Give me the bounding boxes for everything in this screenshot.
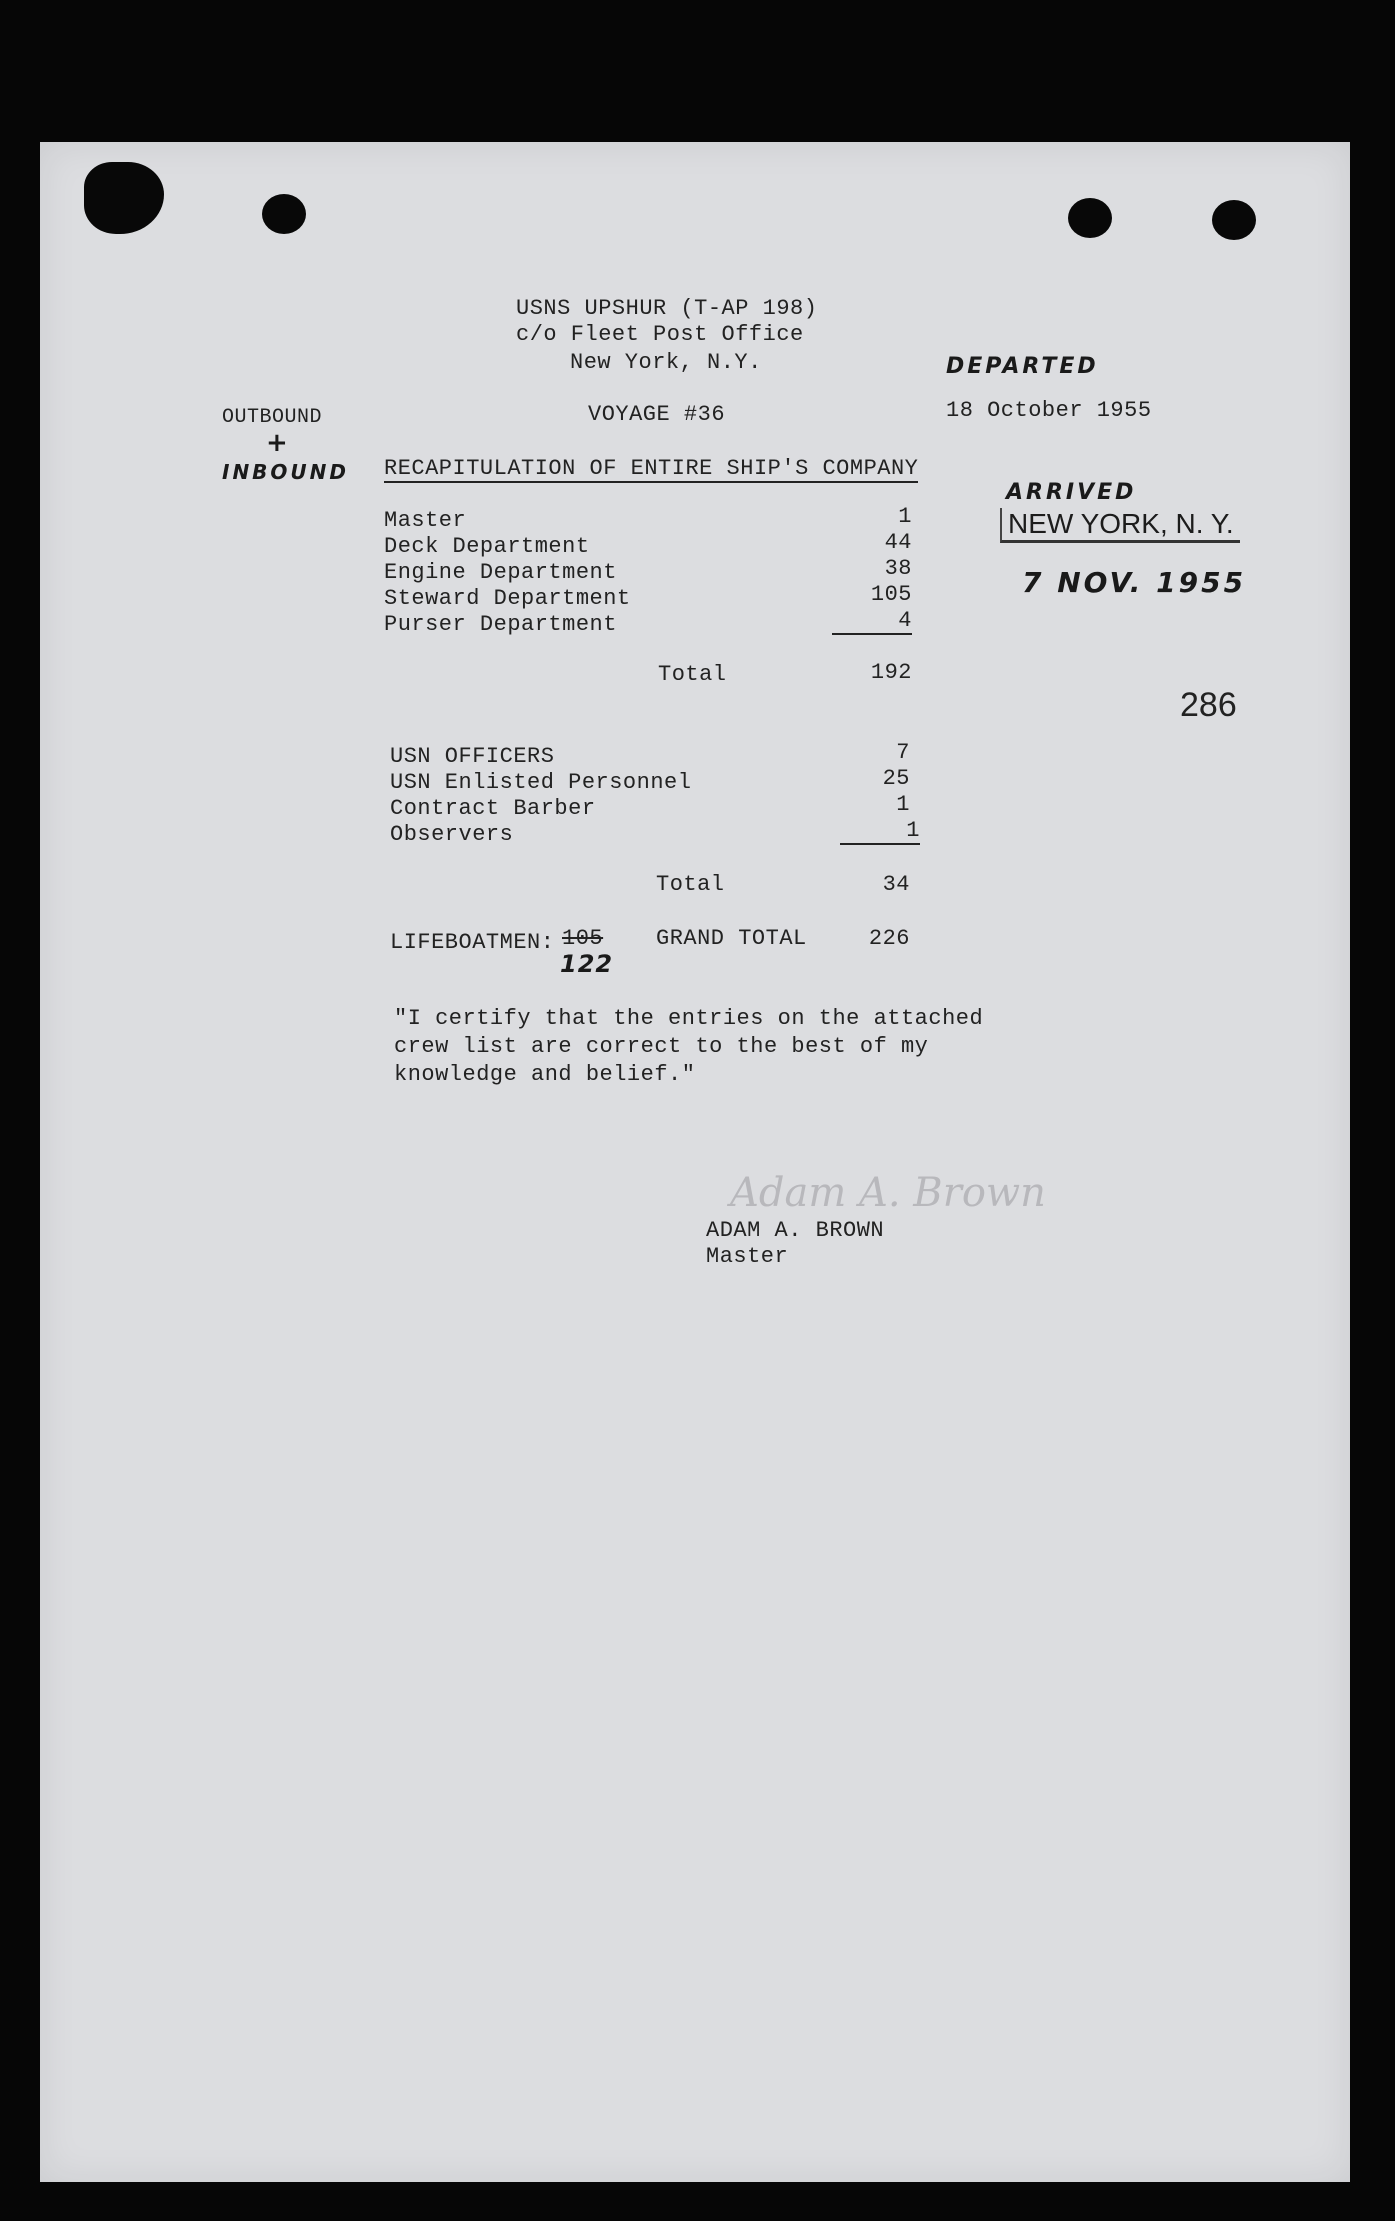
others-value-barber: 1 — [896, 792, 910, 817]
crew-value-engine: 38 — [884, 556, 912, 581]
recap-title: RECAPITULATION OF ENTIRE SHIP'S COMPANY — [384, 456, 919, 481]
others-total-value: 34 — [882, 872, 910, 897]
punch-hole-right-2 — [1212, 200, 1256, 240]
arrived-label: ARRIVED — [1006, 480, 1137, 505]
crew-value-deck: 44 — [884, 530, 912, 555]
signature-scrawl: Adam A. Brown — [730, 1170, 1046, 1216]
voyage-number: VOYAGE #36 — [588, 402, 726, 427]
lifeboatmen-struck-value: 105 — [562, 926, 604, 951]
address-line-2: New York, N.Y. — [570, 350, 762, 375]
direction-plus: + — [266, 428, 291, 458]
others-label-usn-officers: USN OFFICERS — [390, 744, 555, 769]
certification-line-1: "I certify that the entries on the attached — [394, 1006, 984, 1031]
direction-inbound: INBOUND — [222, 460, 350, 484]
signer-name: ADAM A. BROWN — [706, 1218, 885, 1243]
document-page — [40, 142, 1350, 2182]
crew-label-steward: Steward Department — [384, 586, 631, 611]
others-value-observers: 1 — [840, 818, 920, 845]
crew-label-engine: Engine Department — [384, 560, 617, 585]
ship-name: USNS UPSHUR (T-AP 198) — [516, 296, 818, 321]
others-value-usn-enlisted: 25 — [882, 766, 910, 791]
departed-date: 18 October 1955 — [946, 398, 1152, 423]
lifeboatmen-corrected-value: 122 — [560, 950, 614, 978]
crew-value-steward: 105 — [870, 582, 912, 607]
arrived-date: 7 NOV. 1955 — [1022, 566, 1247, 599]
address-line-1: c/o Fleet Post Office — [516, 322, 804, 347]
others-label-observers: Observers — [390, 822, 514, 847]
crew-total-label: Total — [658, 662, 727, 687]
punch-hole-right-1 — [1068, 198, 1112, 238]
arrived-stamp: NEW YORK, N. Y. — [1000, 508, 1240, 543]
crew-value-purser: 4 — [832, 608, 912, 635]
page-number: 286 — [1180, 686, 1237, 724]
signer-title: Master — [706, 1244, 789, 1269]
others-total-label: Total — [656, 872, 725, 897]
crew-value-master: 1 — [898, 504, 912, 529]
grand-total-label: GRAND TOTAL — [656, 926, 807, 951]
crew-label-purser: Purser Department — [384, 612, 617, 637]
others-value-usn-officers: 7 — [896, 740, 910, 765]
crew-label-master: Master — [384, 508, 467, 533]
grand-total-value: 226 — [868, 926, 910, 951]
certification-line-2: crew list are correct to the best of my — [394, 1034, 929, 1059]
direction-outbound: OUTBOUND — [222, 406, 323, 429]
punch-hole-left — [262, 194, 306, 234]
departed-label: DEPARTED — [946, 354, 1099, 379]
others-label-barber: Contract Barber — [390, 796, 596, 821]
crew-total-value: 192 — [870, 660, 912, 685]
crew-label-deck: Deck Department — [384, 534, 590, 559]
others-label-usn-enlisted: USN Enlisted Personnel — [390, 770, 692, 795]
lifeboatmen-label: LIFEBOATMEN: — [390, 930, 555, 955]
certification-line-3: knowledge and belief." — [394, 1062, 696, 1087]
